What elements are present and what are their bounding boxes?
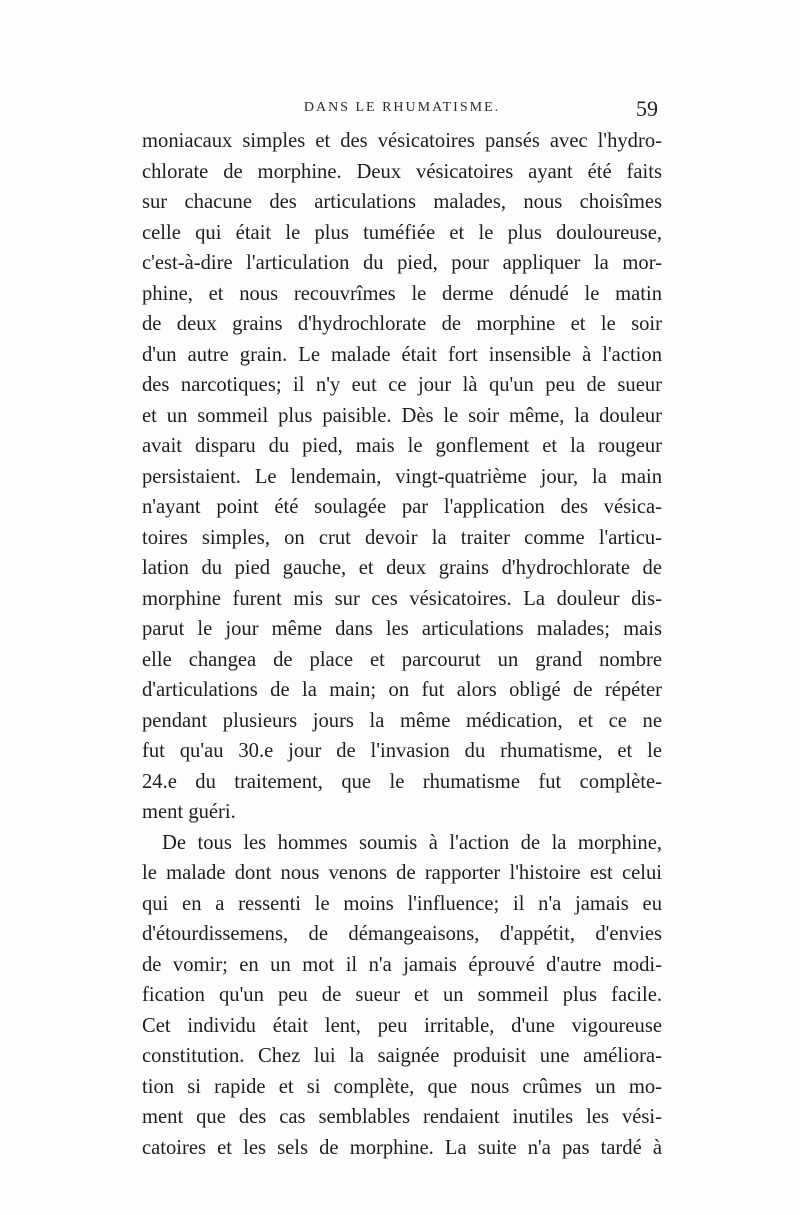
text-line: ment que des cas semblables rendaient inutiles les vési- [142,1106,662,1128]
text-line: avait disparu du pied, mais le gonflement et la rougeur [142,435,662,457]
text-line: persistaient. Le lendemain, vingt-quatrième jour, la main [142,465,662,488]
text-line: toires simples, on crut devoir la traiter comme l'articu- [142,526,662,549]
text-line: lation du pied gauche, et deux grains d'hydrochlorate de [142,557,662,579]
text-line: ment guéri. [142,801,236,823]
running-title: DANS LE RHUMATISME. [303,100,501,115]
running-head [142,96,662,126]
text-line: moniacaux simples et des vésicatoires pansés avec l'hydro- [142,130,662,152]
text-line: phine, et nous recouvrîmes le derme dénudé le matin [142,282,662,305]
text-line: constitution. Chez lui la saignée produisit une améliora- [142,1045,662,1067]
paragraph-2 [142,828,662,1164]
body-text [142,126,662,1163]
text-line: sur chacune des articulations malades, nous choisîmes [142,191,662,213]
paragraph-1 [142,126,662,828]
text-line: qui en a ressenti le moins l'influence; il n'a jamais eu [142,892,662,915]
text-line: fut qu'au 30.e jour de l'invasion du rhumatisme, et le [142,740,662,762]
text-line: c'est-à-dire l'articulation du pied, pour appliquer la mor- [142,252,662,274]
text-line: elle changea de place et parcourut un grand nombre [142,648,662,671]
text-line: De tous les hommes soumis à l'action de la morphine, [162,831,662,854]
text-line: de deux grains d'hydrochlorate de morphine et le soir [142,313,662,335]
text-line: catoires et les sels de morphine. La suite n'a pas tardé à [142,1136,662,1159]
text-line: d'un autre grain. Le malade était fort insensible à l'action [142,343,662,366]
text-line: n'ayant point été soulagée par l'application des vésica- [142,496,662,518]
text-line: pendant plusieurs jours la même médication, et ce ne [142,709,662,732]
text-line: tion si rapide et si complète, que nous crûmes un mo- [142,1075,662,1098]
text-line: et un sommeil plus paisible. Dès le soir même, la douleur [142,404,662,427]
text-line: 24.e du traitement, que le rhumatisme fut complète- [142,770,662,793]
text-line: parut le jour même dans les articulations malades; mais [142,618,662,640]
text-line: d'articulations de la main; on fut alors obligé de répéter [142,679,662,701]
text-line: d'étourdissemens, de démangeaisons, d'appétit, d'envies [142,923,662,945]
text-line: morphine furent mis sur ces vésicatoires. La douleur dis- [142,587,662,610]
text-line: de vomir; en un mot il n'a jamais éprouvé d'autre modi- [142,953,662,976]
text-line: chlorate de morphine. Deux vésicatoires ayant été faits [142,160,662,183]
text-line: fication qu'un peu de sueur et un sommeil plus facile. [142,984,662,1006]
text-line: celle qui était le plus tuméfiée et le plus douloureuse, [142,221,662,244]
text-line: Cet individu était lent, peu irritable, d'une vigoureuse [142,1014,662,1037]
page-number: 59 [636,96,658,121]
text-line: des narcotiques; il n'y eut ce jour là qu'un peu de sueur [142,374,662,396]
text-line: le malade dont nous venons de rapporter l'histoire est celui [142,862,662,884]
